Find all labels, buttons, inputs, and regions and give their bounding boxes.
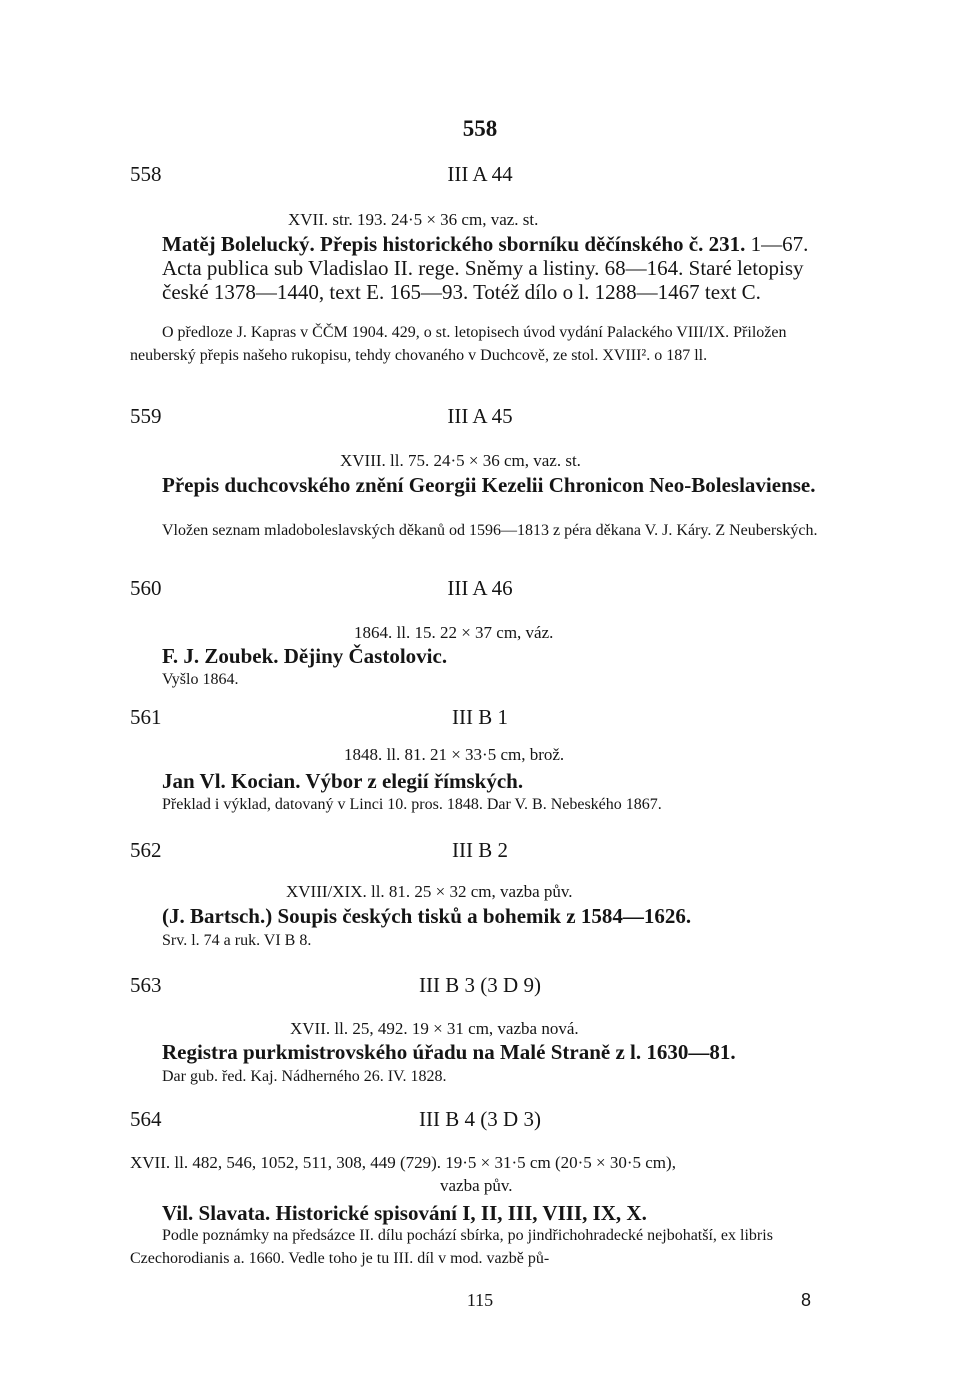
entry-title xyxy=(162,769,842,793)
entry-title-rest: 1—67. Acta publica sub Vladislao II. rege. Sněmy a listiny. 68—164. Staré letopisy české 1378—1440, text E. 165—93. Totéž dílo o l. 1288—1467 text C. xyxy=(162,232,809,304)
entry-signature: III B 1 xyxy=(452,705,508,729)
entry-meta: 1848. ll. 81. 21 × 33·5 cm, brož. xyxy=(344,745,565,764)
entry-number: 563 xyxy=(130,973,162,997)
entry-title xyxy=(162,644,842,668)
entry-title-bold: Vil. Slavata. Historické spisování I, II, III, VIII, IX, X. xyxy=(162,1201,647,1225)
entry-number: 559 xyxy=(130,404,162,428)
entry-number: 558 xyxy=(130,162,162,186)
entry-note xyxy=(130,520,840,543)
entry-meta: XVII. str. 193. 24·5 × 36 cm, vaz. st. xyxy=(288,210,539,229)
entry-note xyxy=(130,669,840,692)
entry-signature: III A 46 xyxy=(447,576,513,600)
entry-signature: III B 4 (3 D 3) xyxy=(419,1107,541,1131)
entry-number: 564 xyxy=(130,1107,162,1131)
entry-title xyxy=(162,1040,842,1064)
entry-note-text: Podle poznámky na předsázce II. dílu pochází sbírka, po jindřichohradecké nejbohatší, ex libris Czechorodianis a. 1660. Vedle toho je tu III. díl v mod. vazbě pů- xyxy=(130,1227,773,1267)
entry-signature: III B 3 (3 D 9) xyxy=(419,973,541,997)
entry-note xyxy=(130,794,840,817)
entry-signature: III A 45 xyxy=(447,404,513,428)
entry-title-bold: Matěj Bolelucký. Přepis historického sborníku děčínského č. 231. xyxy=(162,232,746,256)
entry-meta: XVIII/XIX. ll. 81. 25 × 32 cm, vazba pův. xyxy=(286,882,573,901)
entry-meta: XVII. ll. 482, 546, 1052, 511, 308, 449 (729). 19·5 × 31·5 cm (20·5 × 30·5 cm), xyxy=(130,1153,676,1172)
entry-note-text: Vyšlo 1864. xyxy=(162,671,239,688)
entry-note-text: Vložen seznam mladoboleslavských děkanů od 1596—1813 z péra děkana V. J. Káry. Z Neuberských. xyxy=(162,522,818,539)
entry-title-bold: Přepis duchcovského znění Georgii Kezelii Chronicon Neo-Boleslaviense. xyxy=(162,473,816,497)
entry-number: 561 xyxy=(130,705,162,729)
entry-note xyxy=(130,322,840,367)
entry-title xyxy=(162,1201,842,1225)
entry-number: 562 xyxy=(130,838,162,862)
entry-note-text: O předloze J. Kapras v ČČM 1904. 429, o st. letopisech úvod vydání Palackého VIII/IX. Přiložen neuberský přepis našeho rukopisu, tehdy chovaného v Duchcově, ze stol. XVIII². o 187 ll. xyxy=(130,324,787,364)
entry-meta: 1864. ll. 15. 22 × 37 cm, váz. xyxy=(354,623,554,642)
entry-signature: III B 2 xyxy=(452,838,508,862)
entry-meta: XVIII. ll. 75. 24·5 × 36 cm, vaz. st. xyxy=(340,451,581,470)
entry-title-bold: Jan Vl. Kocian. Výbor z elegií římských. xyxy=(162,769,524,793)
entry-title-bold: Registra purkmistrovského úřadu na Malé Straně z l. 1630—81. xyxy=(162,1040,736,1064)
entry-note-text: Srv. l. 74 a ruk. VI B 8. xyxy=(162,932,312,949)
entry-note xyxy=(130,1066,840,1089)
entry-title xyxy=(162,232,842,304)
entry-signature: III A 44 xyxy=(447,162,513,186)
page-number: 558 xyxy=(462,116,498,141)
entry-note-text: Dar gub. řed. Kaj. Nádherného 26. IV. 1828. xyxy=(162,1068,447,1085)
entry-title xyxy=(162,904,842,928)
sheet-number: 8 xyxy=(801,1290,812,1310)
entry-note-text: Překlad i výklad, datovaný v Linci 10. pros. 1848. Dar V. B. Nebeského 1867. xyxy=(162,796,662,813)
entry-meta: XVII. ll. 25, 492. 19 × 31 cm, vazba nová. xyxy=(290,1019,579,1038)
entry-title xyxy=(162,473,842,497)
entry-number: 560 xyxy=(130,576,162,600)
signature-mark: 115 xyxy=(466,1290,494,1310)
entry-title-bold: F. J. Zoubek. Dějiny Častolovic. xyxy=(162,644,448,668)
entry-note xyxy=(130,1225,840,1270)
entry-note xyxy=(130,930,840,953)
entry-title-bold: (J. Bartsch.) Soupis českých tisků a bohemik z 1584—1626. xyxy=(162,904,692,928)
entry-meta-continuation: vazba pův. xyxy=(440,1176,513,1195)
